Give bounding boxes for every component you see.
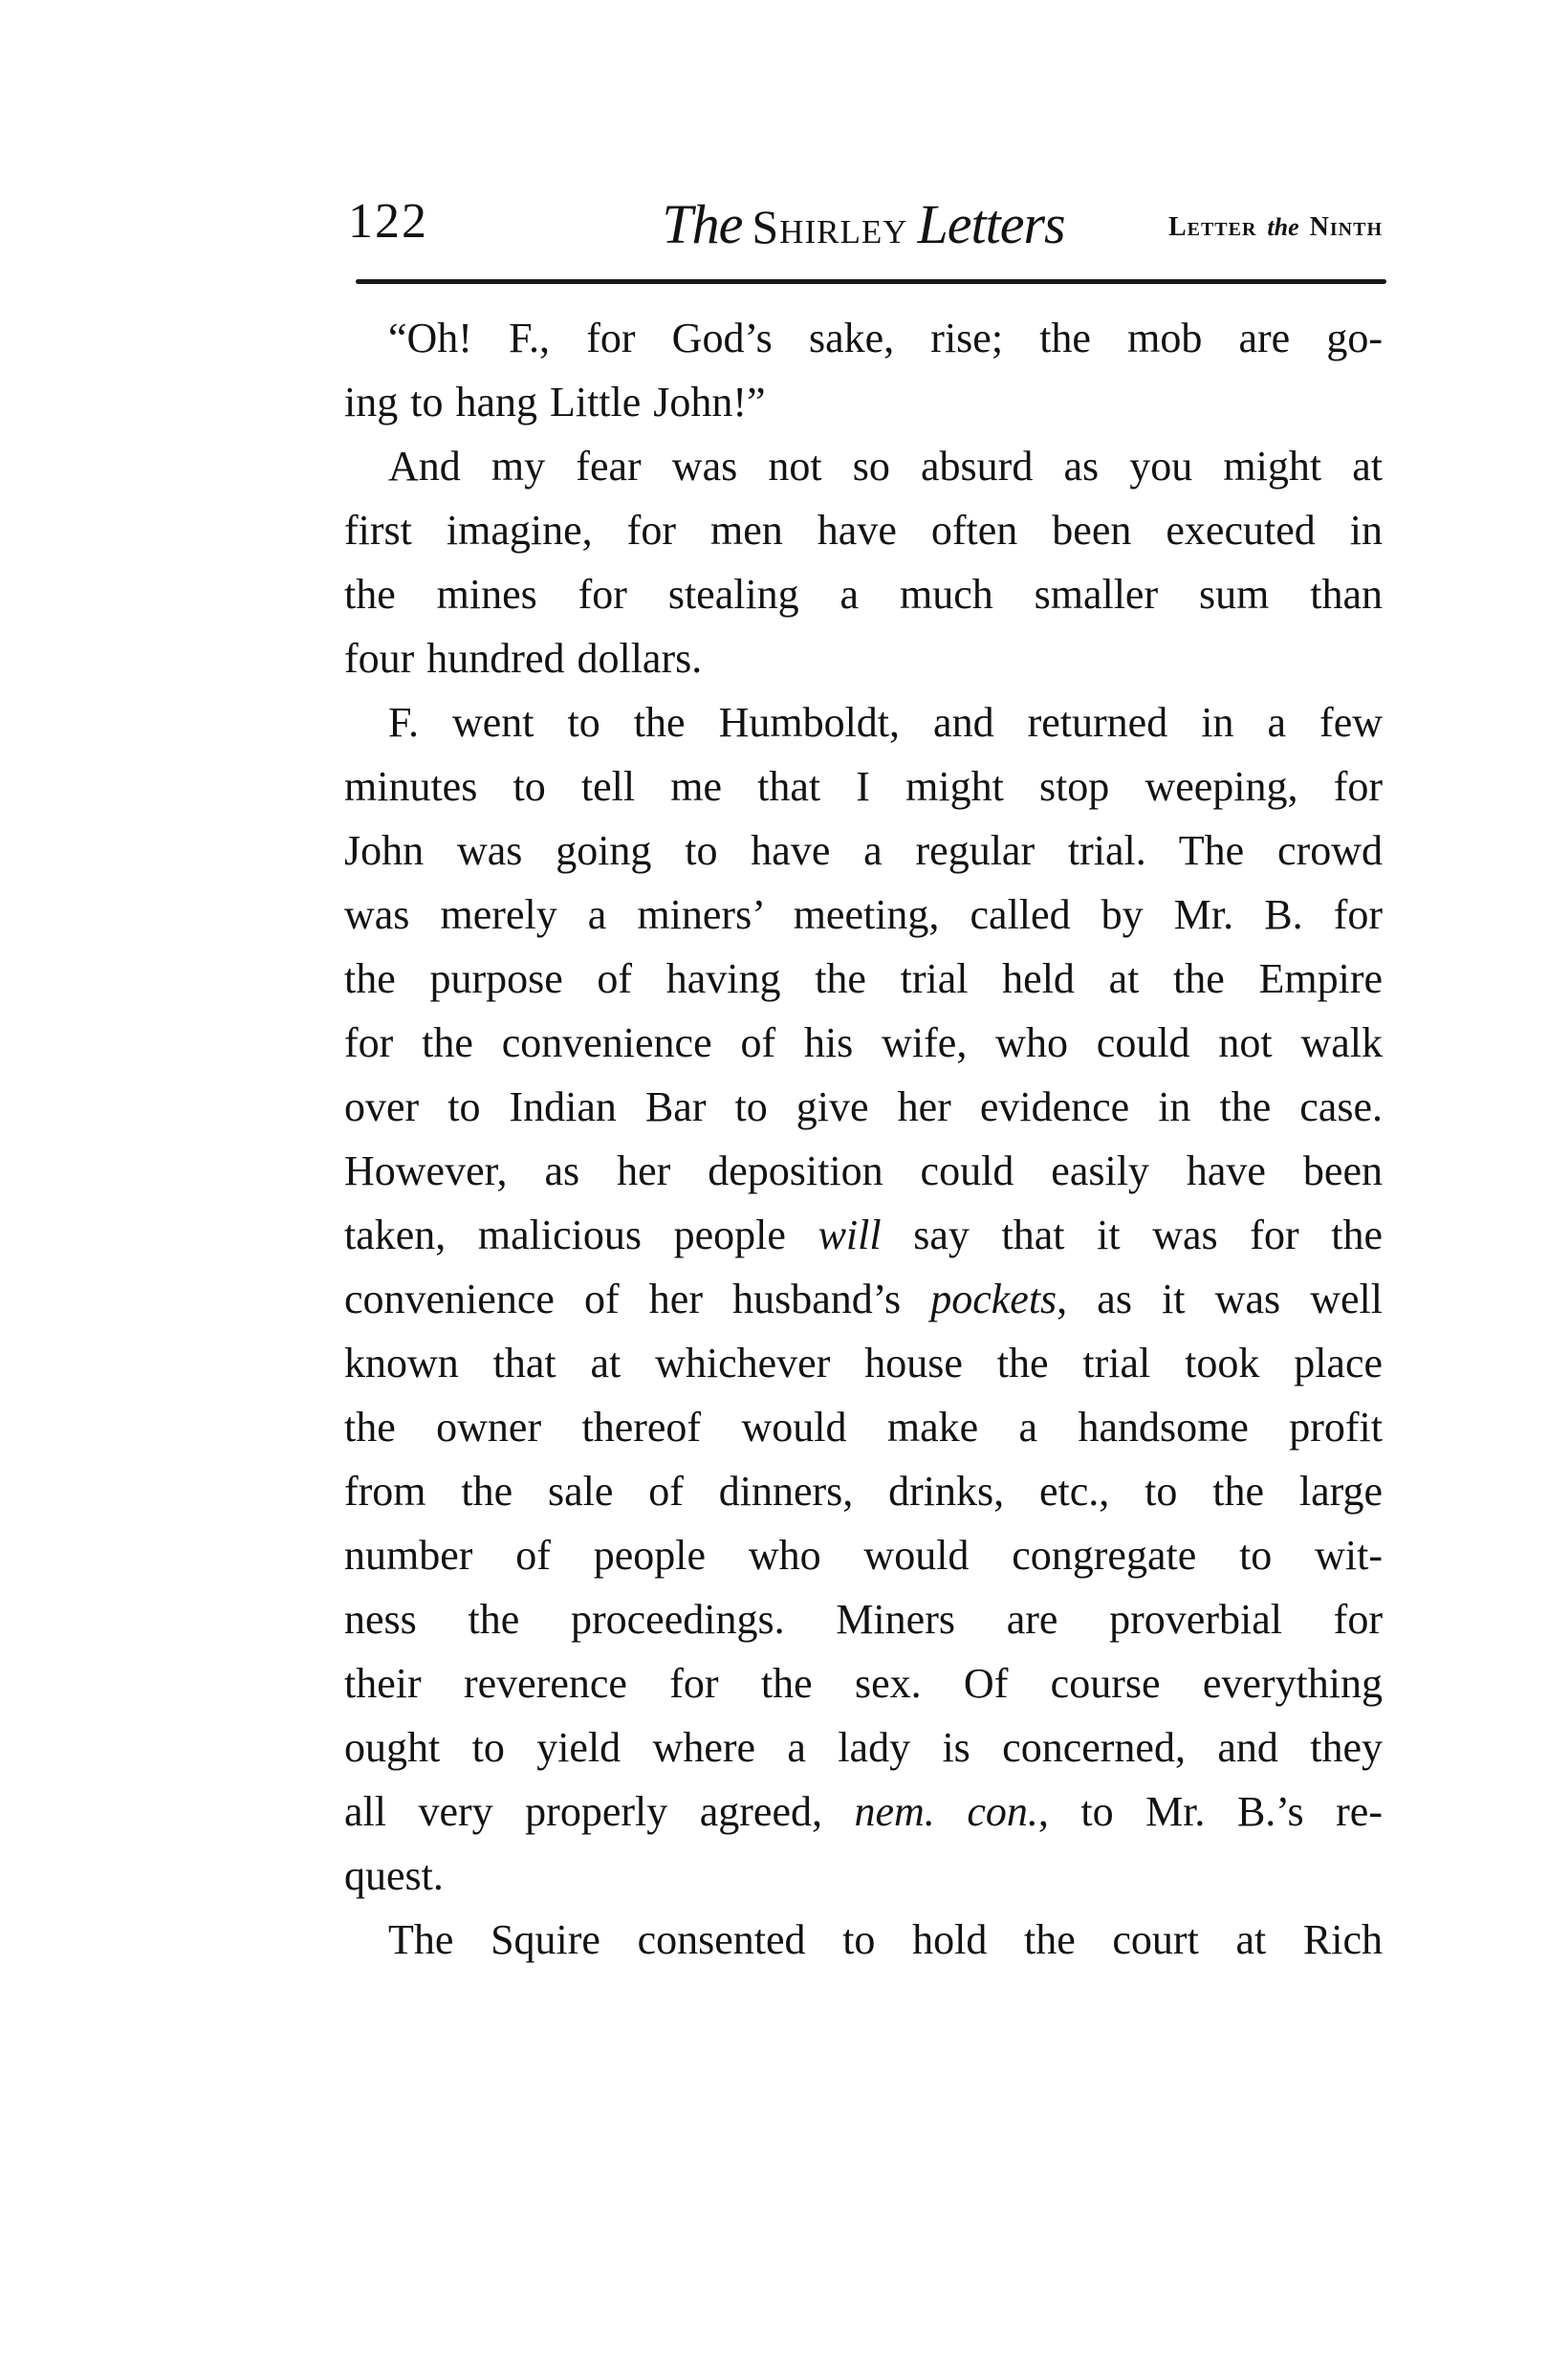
text-run: “Oh! F., for God’s sake, rise; the mob are go- xyxy=(388,315,1383,361)
text-run: ness the proceedings. Miners are proverbial for xyxy=(344,1596,1383,1643)
text-line xyxy=(344,1523,1383,1587)
page-body xyxy=(344,306,1383,1972)
text-line xyxy=(344,1267,1383,1331)
page-number: 122 xyxy=(348,194,428,249)
text-run: F. went to the Humboldt, and returned in a few xyxy=(388,699,1383,746)
text-run: all very properly agreed, xyxy=(344,1788,855,1835)
text-line xyxy=(344,1780,1383,1844)
text-run: The Squire consented to hold the court at Rich xyxy=(388,1916,1383,1963)
text-line xyxy=(344,1587,1383,1651)
text-run: say that it was for the xyxy=(881,1212,1383,1258)
text-run: number of people who would congregate to wit- xyxy=(344,1532,1383,1579)
text-line xyxy=(344,1011,1383,1075)
text-run: , as it was well xyxy=(1057,1276,1383,1322)
text-run: the owner thereof would make a handsome profit xyxy=(344,1404,1383,1451)
text-line xyxy=(344,306,1383,370)
text-line xyxy=(344,562,1383,626)
text-line xyxy=(344,1075,1383,1139)
text-line xyxy=(344,498,1383,562)
text-run: John was going to have a regular trial. The crowd xyxy=(344,827,1383,874)
running-title-letters: Letters xyxy=(917,193,1065,255)
text-line xyxy=(344,626,1383,690)
text-run: known that at whichever house the trial took place xyxy=(344,1340,1383,1387)
running-header xyxy=(344,184,1383,255)
text-line xyxy=(344,434,1383,498)
letter-heading xyxy=(1168,214,1383,241)
text-run: over to Indian Bar to give her evidence in the case. xyxy=(344,1083,1383,1130)
text-run: However, as her deposition could easily have been xyxy=(344,1147,1383,1194)
text-run: quest. xyxy=(344,1852,444,1899)
text-line xyxy=(344,947,1383,1011)
text-run: from the sale of dinners, drinks, etc., to the large xyxy=(344,1468,1383,1515)
text-run: the purpose of having the trial held at the Empire xyxy=(344,955,1383,1002)
italic-run: will xyxy=(818,1212,882,1258)
text-line xyxy=(344,1651,1383,1715)
text-line xyxy=(344,754,1383,819)
running-title-the: The xyxy=(662,193,743,255)
text-line xyxy=(344,1844,1383,1908)
text-line xyxy=(344,1908,1383,1972)
text-line xyxy=(344,1203,1383,1267)
text-line xyxy=(344,370,1383,434)
text-run: ought to yield where a lady is concerned, and they xyxy=(344,1724,1383,1771)
text-run: for the convenience of his wife, who could not walk xyxy=(344,1019,1383,1066)
text-line xyxy=(344,1459,1383,1523)
text-run: was merely a miners’ meeting, called by Mr. B. for xyxy=(344,891,1383,938)
text-line xyxy=(344,1139,1383,1203)
text-line xyxy=(344,690,1383,754)
text-line xyxy=(344,883,1383,947)
text-run: ing to hang Little John!” xyxy=(344,379,766,426)
running-title-shirley: Shirley xyxy=(752,200,908,253)
running-title xyxy=(662,193,1065,255)
text-line xyxy=(344,819,1383,883)
text-line xyxy=(344,1395,1383,1459)
text-run: And my fear was not so absurd as you might at xyxy=(388,443,1383,490)
text-run: their reverence for the sex. Of course everything xyxy=(344,1660,1383,1707)
text-run: four hundred dollars. xyxy=(344,635,703,682)
text-run: convenience of her husband’s xyxy=(344,1276,931,1322)
italic-run: nem. con. xyxy=(854,1788,1038,1835)
text-run: minutes to tell me that I might stop weeping, for xyxy=(344,763,1383,810)
letter-heading-ninth: Ninth xyxy=(1309,212,1383,242)
letter-heading-letter: Letter xyxy=(1167,212,1257,242)
text-run: first imagine, for men have often been executed in xyxy=(344,507,1383,554)
text-run: the mines for stealing a much smaller sum than xyxy=(344,571,1383,618)
letter-heading-the: the xyxy=(1267,213,1299,241)
text-run: taken, malicious people xyxy=(344,1212,818,1258)
text-run: , to Mr. B.’s re- xyxy=(1037,1788,1383,1835)
header-rule xyxy=(356,279,1386,284)
italic-run: pockets xyxy=(930,1276,1057,1322)
text-line xyxy=(344,1331,1383,1395)
text-line xyxy=(344,1715,1383,1780)
